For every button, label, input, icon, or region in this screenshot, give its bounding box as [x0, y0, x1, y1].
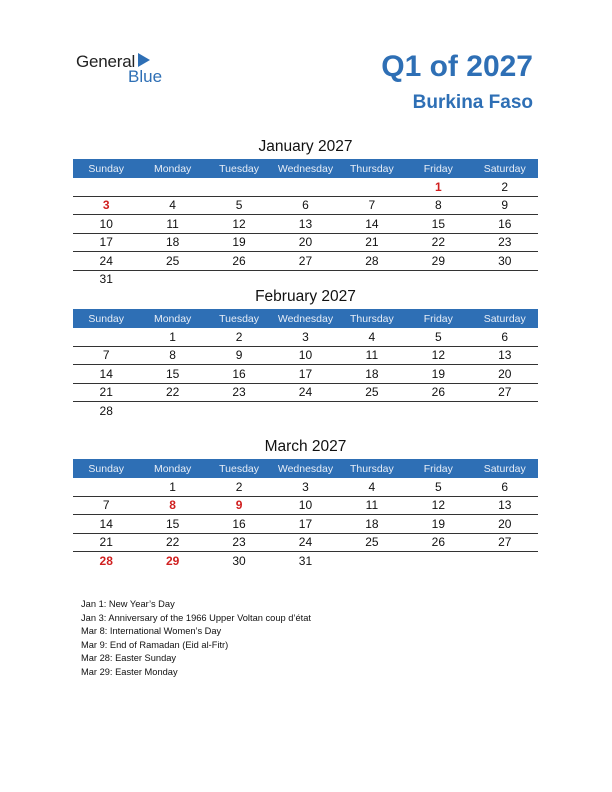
day-cell: 7 [102, 348, 110, 363]
week-row [73, 328, 538, 347]
day-cell: 3 [302, 329, 309, 344]
day-cell: 24 [298, 535, 313, 550]
weekday-label: Friday [423, 312, 453, 325]
day-cell: 21 [365, 235, 379, 250]
day-cell: 28 [99, 553, 113, 568]
day-cell: 23 [498, 235, 512, 250]
day-cell: 25 [365, 535, 379, 550]
day-cell: 18 [365, 366, 379, 381]
week-row [73, 271, 538, 289]
week-row [73, 347, 538, 366]
day-cell: 20 [498, 366, 512, 381]
holiday-note: Mar 8: International Women’s Day [81, 626, 222, 637]
month-title: March 2027 [264, 438, 347, 455]
day-cell: 10 [298, 498, 313, 513]
weekday-label: Thursday [350, 462, 394, 475]
weekday-label: Wednesday [277, 462, 334, 475]
day-cell: 19 [232, 235, 246, 250]
day-cell: 29 [431, 253, 445, 268]
weekday-header [73, 309, 538, 328]
day-cell: 21 [99, 385, 113, 400]
day-cell: 13 [298, 216, 313, 231]
week-row [73, 478, 538, 497]
weekday-label: Sunday [88, 462, 125, 475]
week-row [73, 552, 538, 570]
logo-blue-text: Blue [128, 67, 163, 86]
day-cell: 27 [498, 535, 512, 550]
weekday-header [73, 159, 538, 178]
day-cell: 16 [232, 366, 246, 381]
day-cell: 9 [501, 198, 509, 213]
weekday-label: Wednesday [277, 312, 334, 325]
holiday-note: Mar 28: Easter Sunday [81, 653, 177, 664]
day-cell: 13 [498, 498, 512, 513]
day-cell: 11 [166, 216, 179, 231]
month-title: February 2027 [255, 288, 356, 305]
day-cell: 8 [169, 498, 176, 513]
day-cell: 4 [368, 479, 376, 494]
day-cell: 13 [498, 348, 512, 363]
weekday-label: Saturday [483, 312, 526, 325]
day-cell: 7 [102, 498, 110, 513]
week-row [73, 402, 538, 420]
day-cell: 7 [368, 198, 376, 213]
day-cell: 30 [498, 253, 512, 268]
day-cell: 3 [302, 479, 309, 494]
day-cell: 11 [365, 348, 379, 363]
month-calendar [73, 287, 538, 420]
holiday-note: Jan 3: Anniversary of the 1966 Upper Voltan coup d’état [81, 612, 311, 623]
day-cell: 3 [102, 198, 110, 213]
day-cell: 20 [498, 516, 512, 531]
day-cell: 26 [431, 535, 445, 550]
day-cell: 27 [498, 385, 512, 400]
day-cell: 18 [365, 516, 379, 531]
weekday-label: Monday [153, 162, 192, 175]
day-cell: 26 [431, 385, 445, 400]
weekday-label: Friday [423, 462, 453, 475]
day-cell: 1 [169, 329, 176, 344]
weekday-label: Monday [153, 312, 192, 325]
weekday-label: Saturday [483, 162, 526, 175]
weekday-label: Thursday [350, 312, 394, 325]
day-cell: 25 [165, 253, 180, 268]
day-cell: 8 [169, 348, 176, 363]
week-row [73, 497, 538, 516]
day-cell: 6 [501, 479, 509, 494]
day-cell: 15 [431, 216, 445, 231]
month-title: January 2027 [258, 138, 353, 155]
day-cell: 17 [99, 235, 113, 250]
day-cell: 14 [99, 516, 113, 531]
day-cell: 14 [365, 216, 379, 231]
day-cell: 28 [99, 403, 113, 418]
day-cell: 24 [99, 253, 113, 268]
week-row [73, 384, 538, 403]
day-cell: 15 [165, 516, 180, 531]
day-cell: 29 [165, 553, 180, 568]
day-cell: 10 [298, 348, 313, 363]
holiday-note: Mar 29: Easter Monday [81, 666, 178, 677]
weekday-label: Tuesday [219, 312, 259, 325]
page-subtitle: Burkina Faso [412, 92, 533, 113]
weekday-label: Saturday [483, 462, 526, 475]
day-cell: 22 [431, 235, 445, 250]
day-cell: 5 [235, 198, 243, 213]
day-cell: 16 [232, 516, 246, 531]
week-row [73, 515, 538, 534]
logo-triangle-icon [138, 53, 150, 67]
week-row [73, 234, 538, 253]
day-cell: 28 [365, 253, 379, 268]
weekday-label: Sunday [88, 162, 125, 175]
day-cell: 20 [298, 235, 313, 250]
day-cell: 5 [434, 329, 442, 344]
weekday-label: Sunday [88, 312, 125, 325]
day-cell: 15 [165, 366, 180, 381]
weekday-label: Tuesday [219, 462, 259, 475]
holiday-note: Mar 9: End of Ramadan (Eid al-Fitr) [81, 639, 229, 650]
week-row [73, 197, 538, 216]
weekday-label: Wednesday [277, 162, 334, 175]
day-cell: 22 [165, 535, 180, 550]
weekday-header [73, 459, 538, 478]
day-cell: 31 [298, 553, 313, 568]
weekday-label: Friday [423, 162, 453, 175]
weekday-label: Tuesday [219, 162, 259, 175]
day-cell: 1 [169, 479, 176, 494]
day-cell: 19 [431, 516, 445, 531]
day-cell: 9 [235, 498, 243, 513]
day-cell: 22 [165, 385, 180, 400]
day-cell: 11 [365, 498, 379, 513]
week-row [73, 215, 538, 234]
month-calendar [73, 437, 538, 570]
day-cell: 2 [235, 329, 243, 344]
day-cell: 26 [232, 253, 246, 268]
page-title: Q1 of 2027 [381, 50, 533, 83]
day-cell: 12 [232, 216, 246, 231]
day-cell: 2 [235, 479, 243, 494]
week-row [73, 534, 538, 553]
day-cell: 30 [232, 553, 246, 568]
day-cell: 19 [431, 366, 445, 381]
day-cell: 4 [368, 329, 376, 344]
day-cell: 6 [501, 329, 509, 344]
weekday-label: Monday [153, 462, 192, 475]
day-cell: 10 [99, 216, 113, 231]
day-cell: 25 [365, 385, 379, 400]
day-cell: 12 [431, 498, 445, 513]
day-cell: 23 [232, 385, 246, 400]
day-cell: 2 [501, 179, 509, 194]
day-cell: 18 [165, 235, 180, 250]
day-cell: 9 [235, 348, 243, 363]
day-cell: 17 [298, 516, 313, 531]
day-cell: 8 [434, 198, 442, 213]
day-cell: 17 [298, 366, 313, 381]
logo [76, 52, 163, 86]
holiday-note: Jan 1: New Year’s Day [81, 599, 175, 609]
day-cell: 14 [99, 366, 113, 381]
logo-general-text: General [76, 52, 136, 71]
day-cell: 6 [302, 198, 309, 213]
day-cell: 21 [99, 535, 113, 550]
day-cell: 1 [434, 179, 442, 194]
holiday-notes [81, 598, 311, 680]
weekday-label: Thursday [350, 162, 394, 175]
day-cell: 31 [99, 272, 113, 287]
day-cell: 24 [298, 385, 313, 400]
day-cell: 23 [232, 535, 246, 550]
week-row [73, 252, 538, 271]
day-cell: 5 [434, 479, 442, 494]
day-cell: 27 [298, 253, 313, 268]
month-calendar [73, 137, 538, 288]
week-row [73, 178, 538, 197]
day-cell: 16 [498, 216, 512, 231]
week-row [73, 365, 538, 384]
day-cell: 12 [431, 348, 445, 363]
day-cell: 4 [169, 198, 176, 213]
